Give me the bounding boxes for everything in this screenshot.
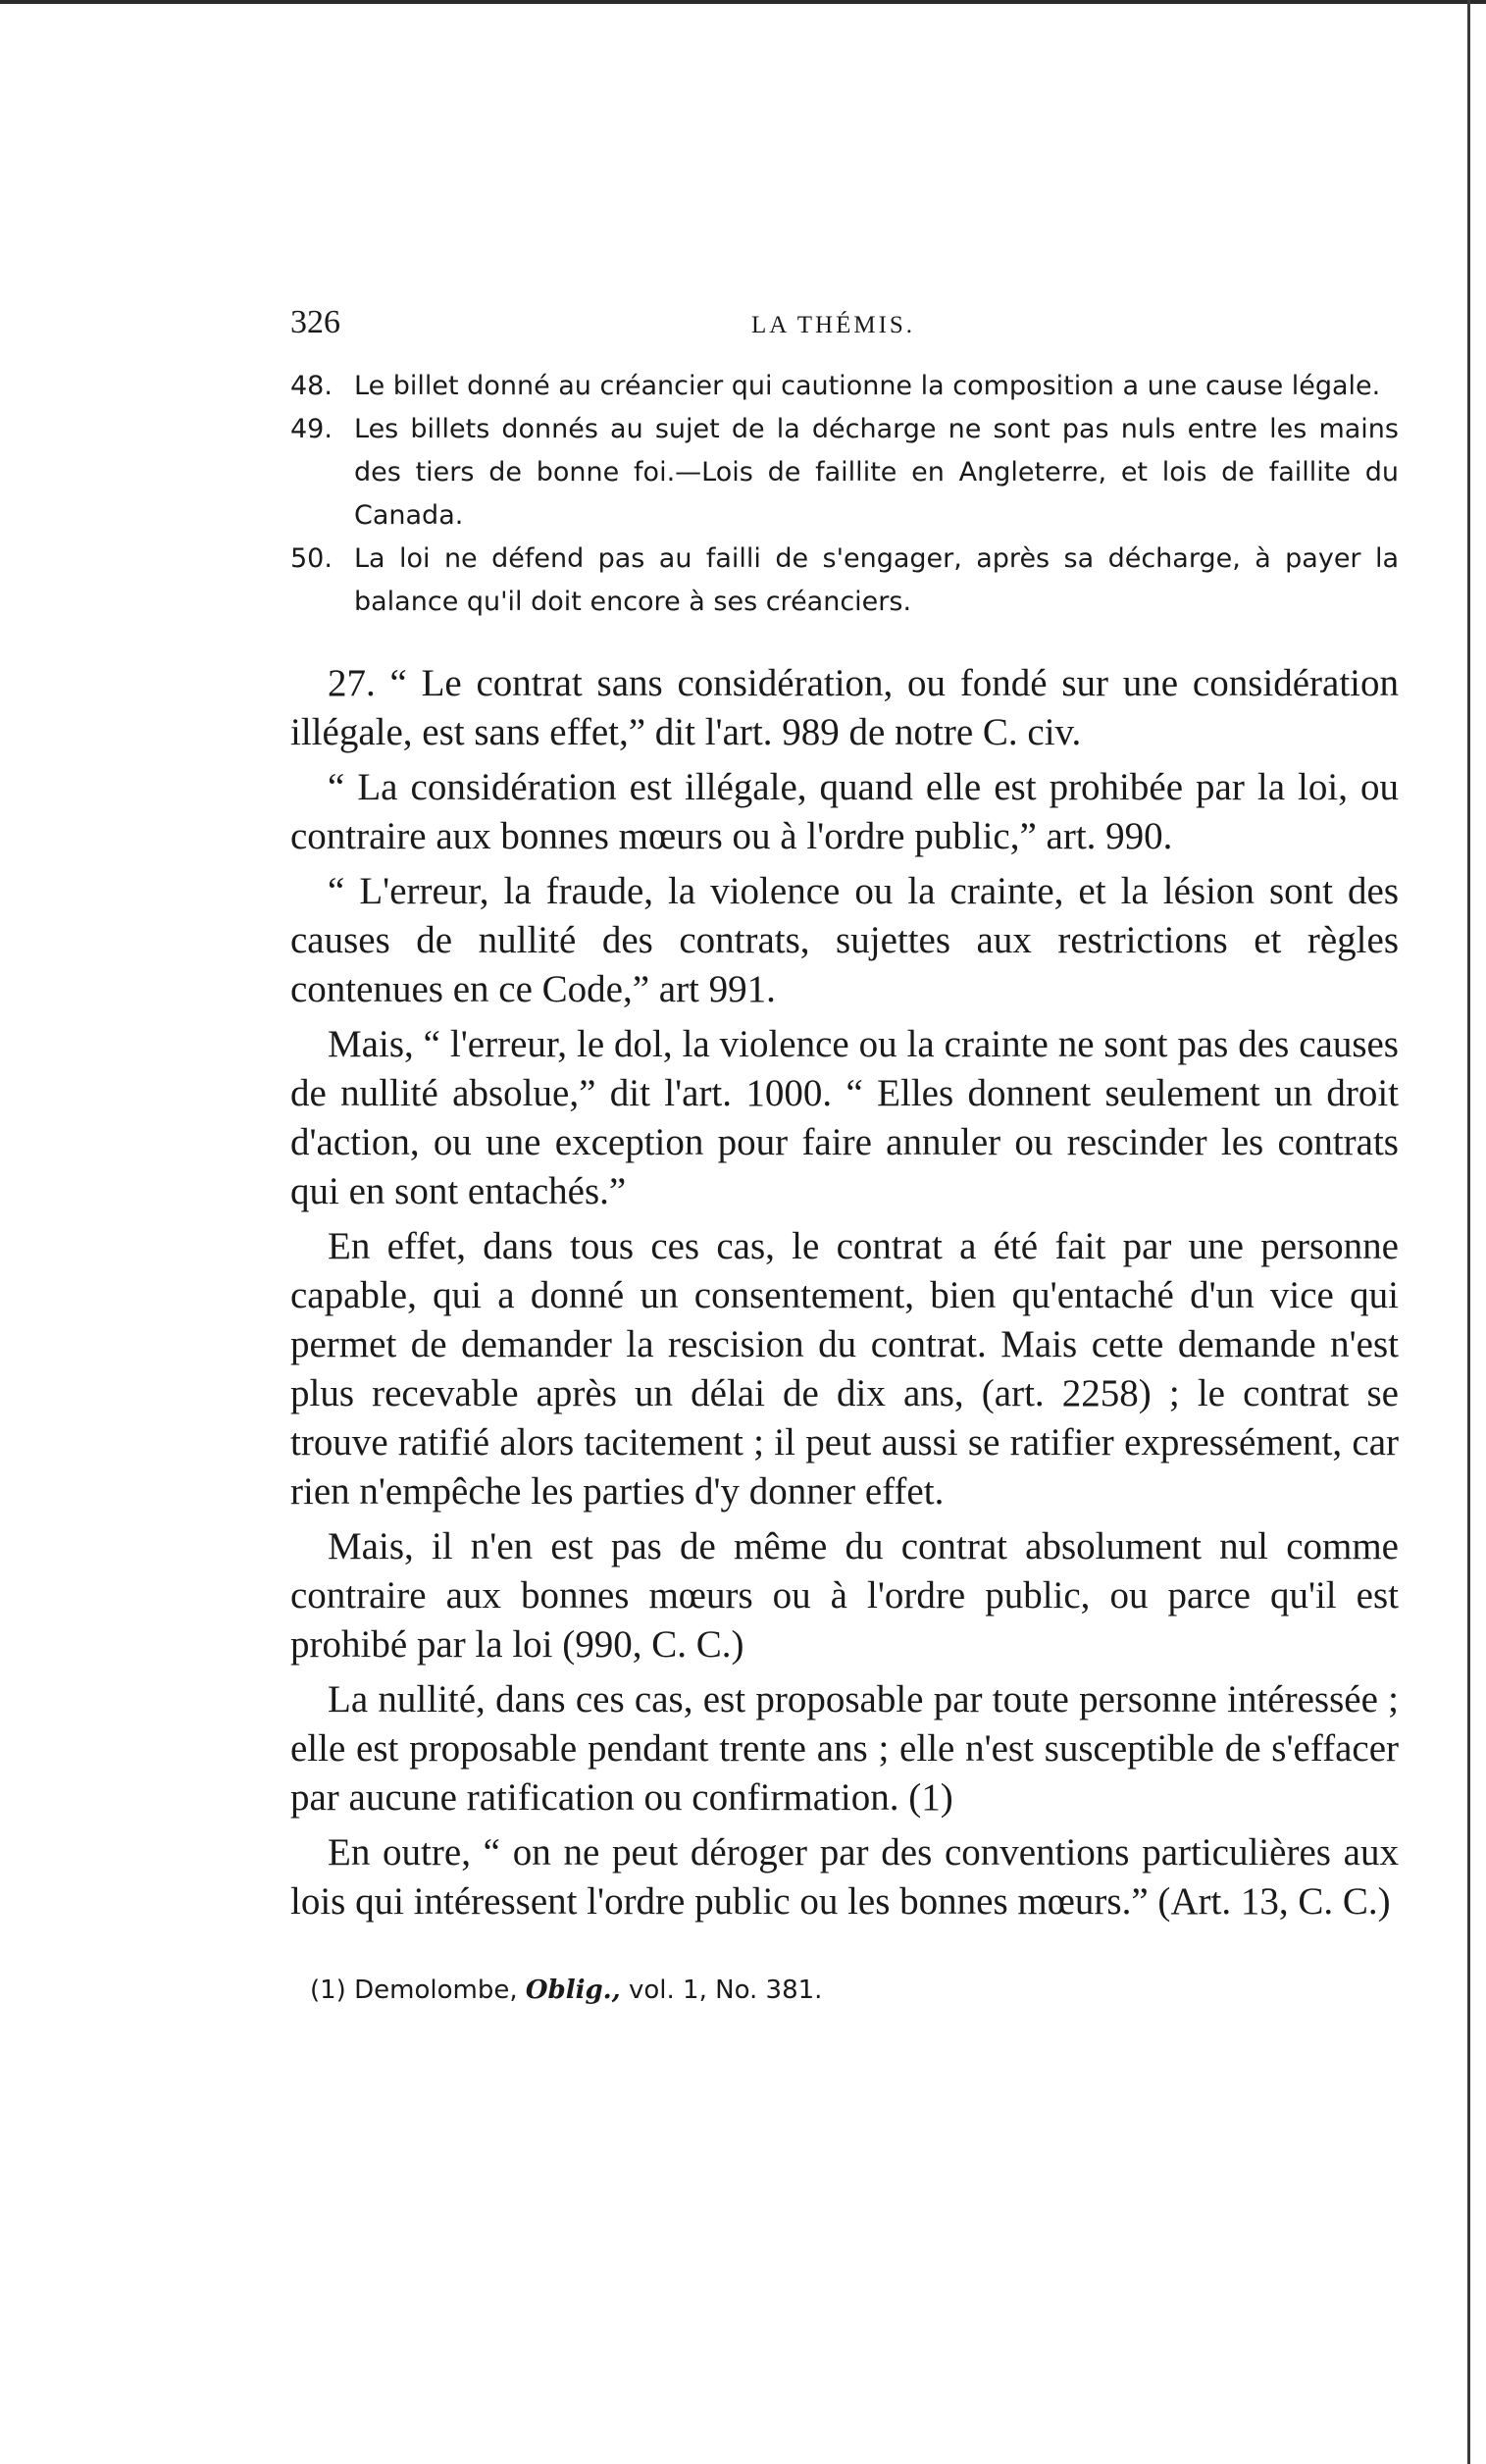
summary-number: 48.: [290, 371, 333, 401]
paragraph: En effet, dans tous ces cas, le contrat a été fait par une personne capable, qui a donné un consentement, bien qu'entaché d'un vice qui permet de demander la rescision du contrat. Mais cette demande n'est plus recevable après un délai de dix ans, (art. 2258) ; le contrat se trouve ratifié alors tacitement ; il peut aussi se ratifier expressément, car rien n'empêche les parties d'y donner effet.: [290, 1225, 1399, 1513]
paragraph: 27. “ Le contrat sans considération, ou fondé sur une considération illégale, est sans effet,” dit l'art. 989 de notre C. civ.: [290, 662, 1399, 753]
body-text: [290, 659, 1399, 1926]
footnote: [290, 1976, 1399, 2005]
paragraph: En outre, “ on ne peut déroger par des conventions particulières aux lois qui intéressent l'ordre public ou les bonnes mœurs.” (Art. 13, C. C.): [290, 1831, 1399, 1923]
paragraph: “ L'erreur, la fraude, la violence ou la crainte, et la lésion sont des causes de nullité des contrats, sujettes aux restrictions et règles contenues en ce Code,” art 991.: [290, 870, 1399, 1010]
summary-text: Le billet donné au créancier qui cautionne la composition a une cause légale.: [354, 371, 1381, 401]
footnote-work: Oblig.,: [525, 1976, 621, 2005]
footnote-reference: vol. 1, No. 381.: [629, 1976, 823, 2005]
page-content: [290, 294, 1399, 2005]
page-number: 326: [290, 304, 340, 340]
summary-number: 49.: [290, 414, 333, 444]
top-border-line: [0, 0, 1486, 4]
paragraph: La nullité, dans ces cas, est proposable par toute personne intéressée ; elle est proposable pendant trente ans ; elle n'est susceptible de s'effacer par aucune ratification ou confirmation. (1): [290, 1678, 1399, 1819]
summary-list: [290, 365, 1399, 624]
paragraph: “ La considération est illégale, quand elle est prohibée par la loi, ou contraire aux bonnes mœurs ou à l'ordre public,” art. 990.: [290, 766, 1399, 857]
footnote-author: Demolombe,: [354, 1976, 518, 2005]
summary-text: La loi ne défend pas au failli de s'engager, après sa décharge, à payer la balance qu'il doit encore à ses créanciers.: [354, 543, 1399, 617]
running-head: [290, 294, 1399, 353]
summary-item: [290, 408, 1399, 538]
summary-item: [290, 538, 1399, 624]
right-border-line: [1467, 0, 1470, 2464]
summary-text: Les billets donnés au sujet de la décharge ne sont pas nuls entre les mains des tiers de bonne foi.—Lois de faillite en Angleterre, et lois de faillite du Canada.: [354, 414, 1399, 531]
summary-item: [290, 365, 1399, 408]
paragraph: Mais, il n'en est pas de même du contrat absolument nul comme contraire aux bonnes mœurs ou à l'ordre public, ou parce qu'il est prohibé par la loi (990, C. C.): [290, 1525, 1399, 1666]
summary-number: 50.: [290, 543, 333, 574]
paragraph: Mais, “ l'erreur, le dol, la violence ou la crainte ne sont pas des causes de nullité absolue,” dit l'art. 1000. “ Elles donnent seulement un droit d'action, ou une exception pour faire annuler ou rescinder les contrats qui en sont entachés.”: [290, 1023, 1399, 1212]
footnote-marker: (1): [310, 1976, 346, 2005]
running-title: LA THÉMIS.: [751, 312, 916, 338]
